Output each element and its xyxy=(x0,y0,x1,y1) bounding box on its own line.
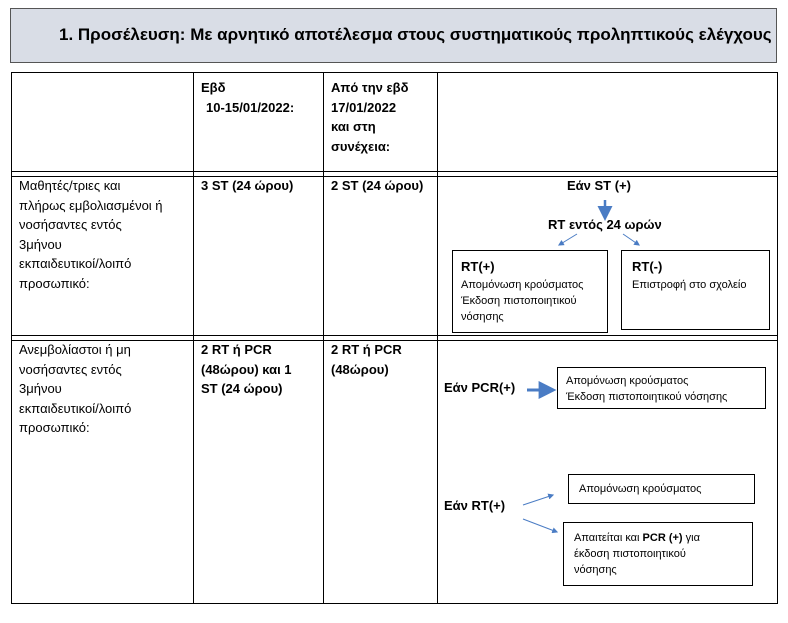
row2-week2-value: 2 RT ή PCR (48ώρου) xyxy=(331,342,402,377)
arrow-rt-to-pcr xyxy=(523,519,557,532)
arrow-rt-to-isolation xyxy=(523,495,553,505)
rt-positive-box: RT(+) Απομόνωση κρούσματος Έκδοση πιστοποιητικού νόσησης xyxy=(452,250,608,333)
section-title-box xyxy=(10,8,777,63)
row1-label: Μαθητές/τριες και πλήρως εμβολιασμένοι ή νοσήσαντες εντός 3μήνου εκπαιδευτικοί/λοιπό προσωπικό: xyxy=(19,178,163,291)
row2-label: Ανεμβολίαστοι ή μη νοσήσαντες εντός 3μήνου εκπαιδευτικοί/λοιπό προσωπικό: xyxy=(19,342,132,435)
rt-pcr-required-box: Απαιτείται και PCR (+) για έκδοση πιστοποιητικού νόσησης xyxy=(563,522,753,586)
row1-week2-value: 2 ST (24 ώρου) xyxy=(331,178,424,193)
header-week1: Εβδ 10-15/01/2022: xyxy=(201,80,295,115)
rt-negative-box: RT(-) Επιστροφή στο σχολείο xyxy=(621,250,770,330)
row1-week1-value: 3 ST (24 ώρου) xyxy=(201,178,294,193)
section-title: 1. Προσέλευση: Με αρνητικό αποτέλεσμα στους συστηματικούς προληπτικούς ελέγχους xyxy=(59,25,772,44)
rt-isolation-box: Απομόνωση κρούσματος xyxy=(568,474,755,504)
flow-arrows xyxy=(11,72,778,604)
header-week2: Από την εβδ 17/01/2022 και στη συνέχεια: xyxy=(331,80,409,154)
flow-pcr-positive: Εάν PCR(+) xyxy=(444,380,516,395)
arrow-rt-to-positive xyxy=(559,234,577,245)
flow-rt-positive: Εάν RT(+) xyxy=(444,498,506,513)
arrow-rt-to-negative xyxy=(623,234,639,245)
row2-week1-value: 2 RT ή PCR (48ώρου) και 1 ST (24 ώρου) xyxy=(201,342,292,396)
rules-table xyxy=(11,72,778,604)
flow-rt-24h: RT εντός 24 ωρών xyxy=(548,217,662,232)
pcr-result-box: Απομόνωση κρούσματος Έκδοση πιστοποιητικού νόσησης xyxy=(557,367,766,409)
flow-st-positive: Εάν ST (+) xyxy=(567,178,631,193)
